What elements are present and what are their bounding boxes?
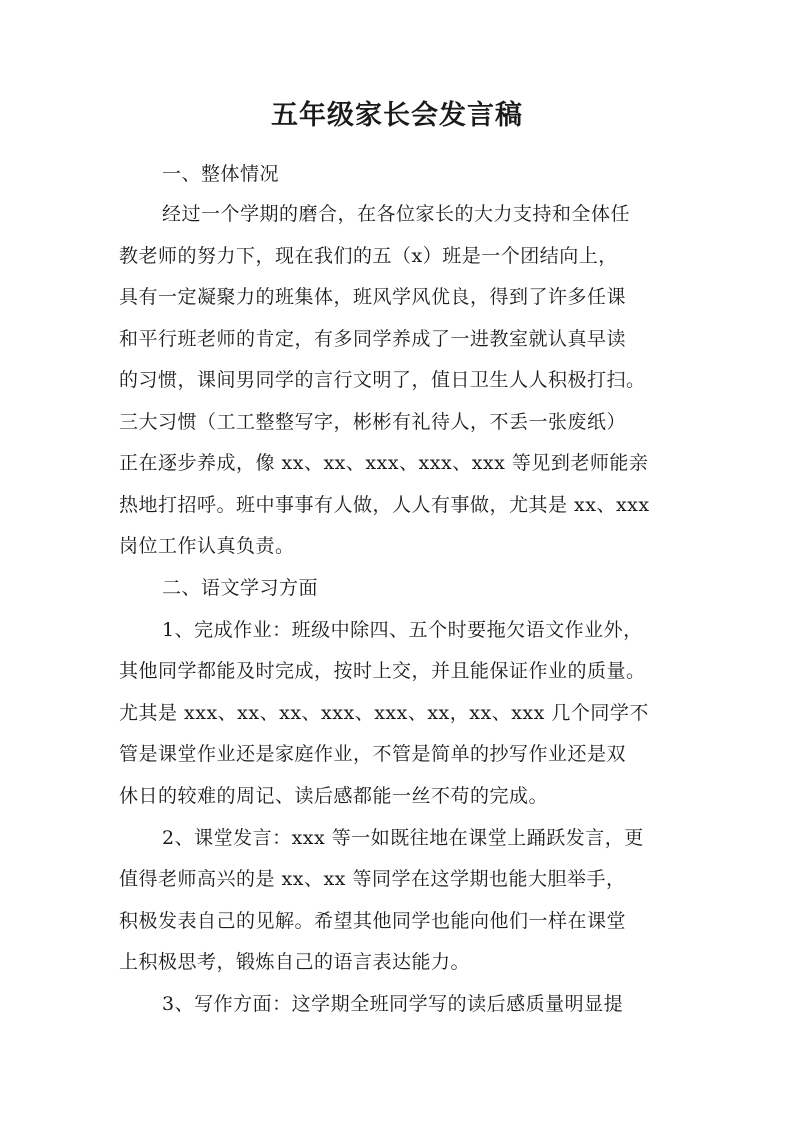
paragraph-line: 其他同学都能及时完成，按时上交，并且能保证作业的质量。 [119,660,646,682]
document-title: 五年级家长会发言稿 [271,100,523,131]
paragraph-line: 休日的较难的周记、读后感都能一丝不苟的完成。 [119,785,549,807]
section-heading: 一、整体情况 [162,163,280,185]
paragraph-line: 具有一定凝聚力的班集体，班风学风优良，得到了许多任课 [119,286,627,308]
paragraph-line: 和平行班老师的肯定，有多同学养成了一进教室就认真早读 [119,328,627,350]
paragraph-line: 尤其是 xxx、xx、xx、xxx、xxx、xx，xx、xxx 几个同学不 [119,702,649,724]
paragraph-line: 积极发表自己的见解。希望其他同学也能向他们一样在课堂 [119,910,627,932]
paragraph-line: 教老师的努力下，现在我们的五（x）班是一个团结向上， [119,245,618,267]
paragraph-line: 2、课堂发言：xxx 等一如既往地在课堂上踊跃发言，更 [162,827,644,849]
section-heading: 二、语文学习方面 [162,577,319,599]
paragraph-line: 正在逐步养成，像 xx、xx、xxx、xxx、xxx 等见到老师能亲 [119,452,649,474]
paragraph-line: 值得老师高兴的是 xx、xx 等同学在这学期也能大胆举手， [119,868,626,890]
paragraph-line: 1、完成作业：班级中除四、五个时要拖欠语文作业外， [162,619,643,641]
paragraph-line: 管是课堂作业还是家庭作业，不管是简单的抄写作业还是双 [119,743,627,765]
paragraph-line: 上积极思考，锻炼自己的语言表达能力。 [119,951,471,973]
paragraph-line: 三大习惯（工工整整写字，彬彬有礼待人，不丢一张废纸） [119,411,627,433]
paragraph-line: 热地打招呼。班中事事有人做，人人有事做，尤其是 xx、xxx [119,494,650,516]
paragraph-line: 岗位工作认真负责。 [119,535,295,557]
paragraph-line: 的习惯，课间男同学的言行文明了，值日卫生人人积极打扫。 [119,369,646,391]
paragraph-line: 经过一个学期的磨合，在各位家长的大力支持和全体任 [162,203,631,225]
paragraph-line: 3、写作方面：这学期全班同学写的读后感质量明显提 [162,993,624,1015]
